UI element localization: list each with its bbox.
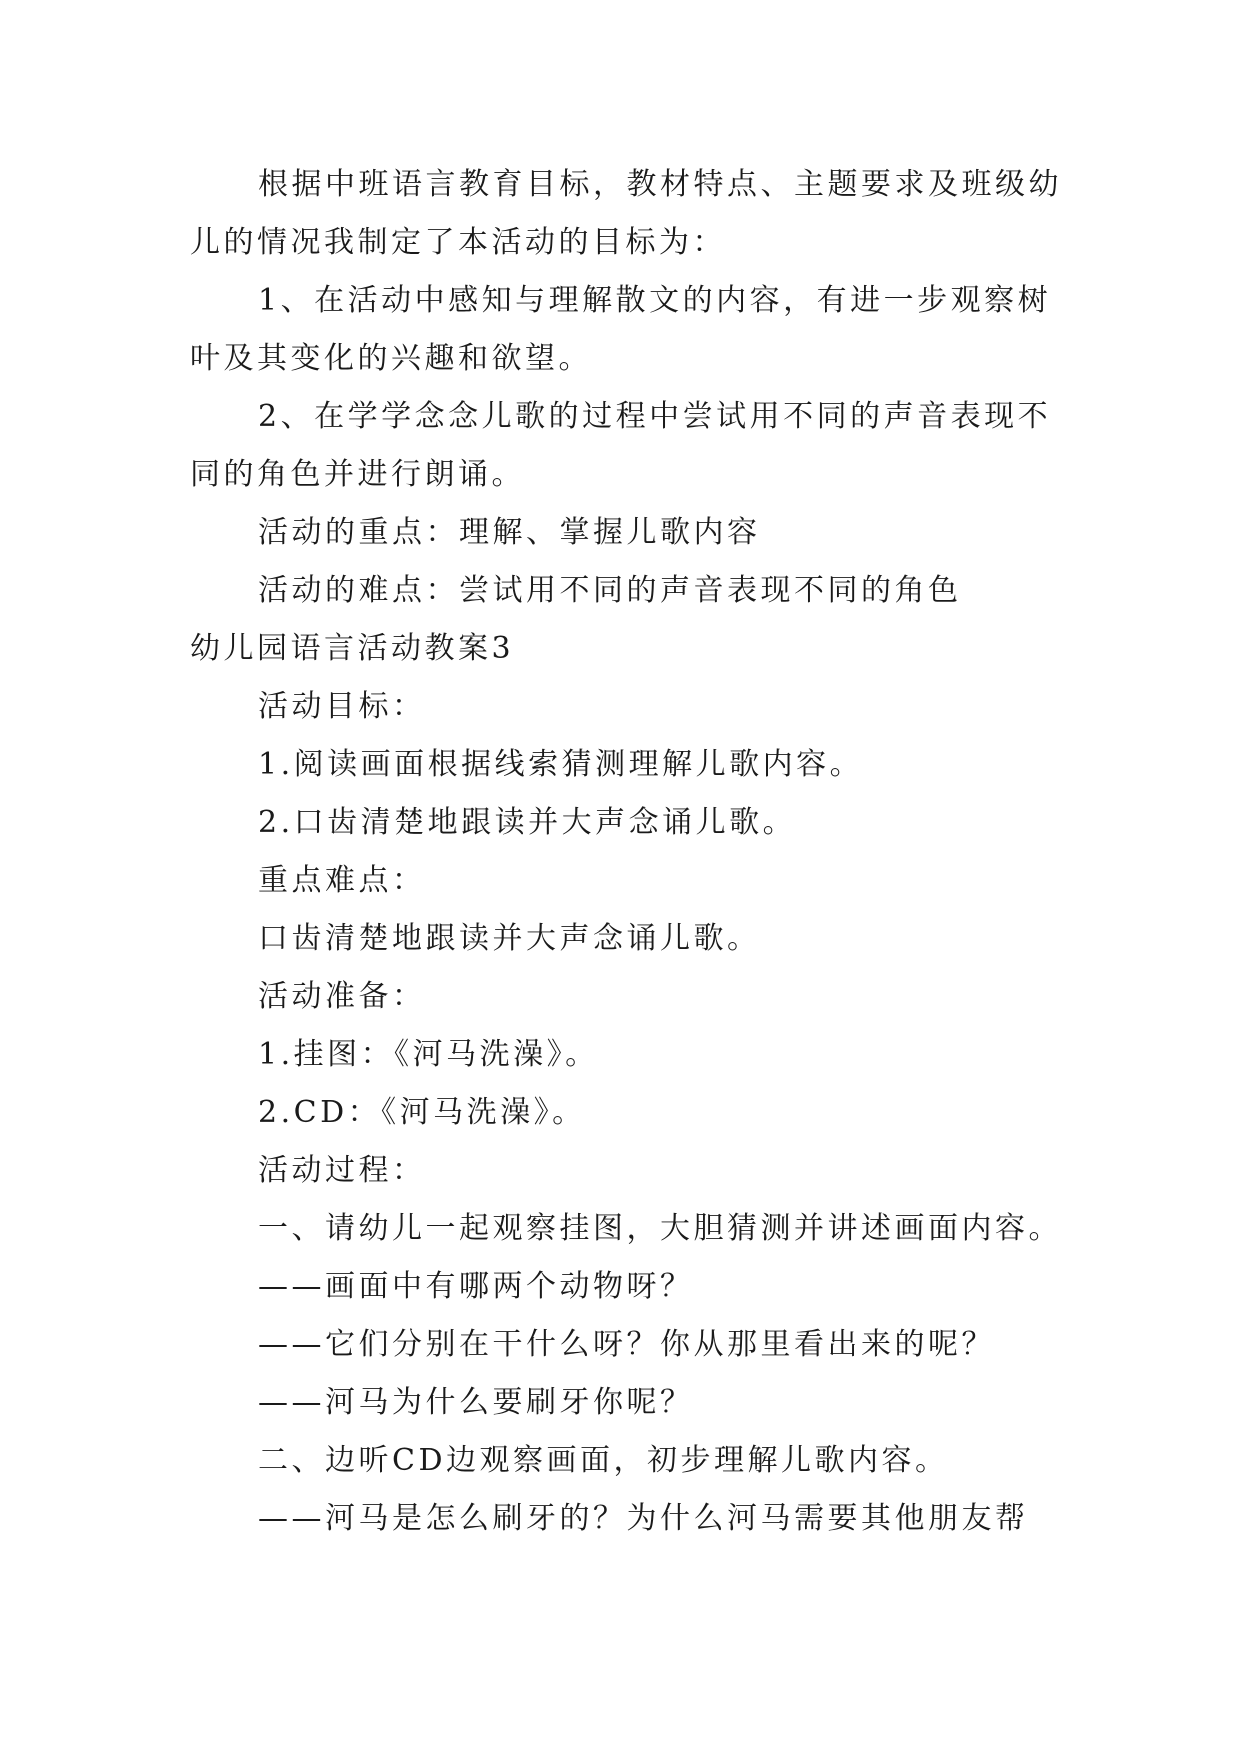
heading-preparation: 活动准备： xyxy=(258,979,426,1014)
question-line: ——画面中有哪两个动物呀？ xyxy=(258,1269,694,1304)
question-line: ——河马是怎么刷牙的？为什么河马需要其他朋友帮 xyxy=(258,1501,1029,1536)
paragraph-line: 根据中班语言教育目标，教材特点、主题要求及班级幼 xyxy=(258,167,1062,202)
difficulty-line: 活动的难点：尝试用不同的声音表现不同的角色 xyxy=(258,573,962,608)
question-line: ——它们分别在干什么呀？你从那里看出来的呢？ xyxy=(258,1327,995,1362)
objective-2-line: 2、在学学念念儿歌的过程中尝试用不同的声音表现不 xyxy=(258,399,1052,434)
key-difficulty-text: 口齿清楚地跟读并大声念诵儿歌。 xyxy=(258,921,761,956)
goal-item: 2.口齿清楚地跟读并大声念诵儿歌。 xyxy=(258,805,797,840)
question-line: ——河马为什么要刷牙你呢？ xyxy=(258,1385,694,1420)
preparation-item: 1.挂图：《河马洗澡》。 xyxy=(258,1037,599,1072)
objective-1-line: 叶及其变化的兴趣和欲望。 xyxy=(190,341,592,376)
key-point-line: 活动的重点：理解、掌握儿歌内容 xyxy=(258,515,761,550)
objective-1-line: 1、在活动中感知与理解散文的内容，有进一步观察树 xyxy=(258,283,1052,318)
process-step: 一、请幼儿一起观察挂图，大胆猜测并讲述画面内容。 xyxy=(258,1211,1062,1246)
process-step: 二、边听CD边观察画面，初步理解儿歌内容。 xyxy=(258,1443,949,1478)
goal-item: 1.阅读画面根据线索猜测理解儿歌内容。 xyxy=(258,747,864,782)
paragraph-line: 儿的情况我制定了本活动的目标为： xyxy=(190,225,726,260)
objective-2-line: 同的角色并进行朗诵。 xyxy=(190,457,525,492)
heading-process: 活动过程： xyxy=(258,1153,426,1188)
section-title: 幼儿园语言活动教案3 xyxy=(190,631,515,666)
heading-activity-goals: 活动目标： xyxy=(258,689,426,724)
preparation-item: 2.CD：《河马洗澡》。 xyxy=(258,1095,586,1130)
heading-key-difficulty: 重点难点： xyxy=(258,863,426,898)
